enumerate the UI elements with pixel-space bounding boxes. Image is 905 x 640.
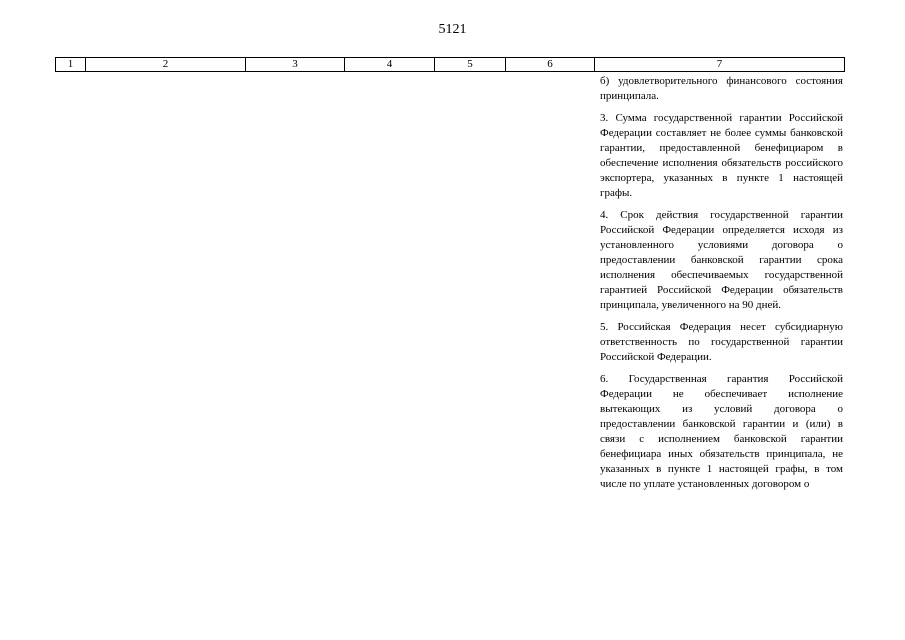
column-number-7: 7: [716, 58, 723, 70]
paragraph-guarantee-term: 4. Срок действия государственной гарантии Российской Федерации определяется исходя из установленного условиями договора о предоставлении банковской гарантии срока исполнения обеспечиваемых государственной гарантией Российской Федерации обязательств принципала, увеличенного на 90 дней.: [600, 209, 843, 311]
column-number-5: 5: [435, 58, 506, 71]
page-number: 5121: [438, 22, 467, 37]
paragraph-financial-condition: б) удовлетворительного финансового состояния принципала.: [600, 75, 843, 102]
paragraph-subsidiary-liability: 5. Российская Федерация несет субсидиарную ответственность по государственной гарантии Российской Федерации.: [600, 321, 843, 363]
column-number-2: 2: [86, 58, 246, 71]
column-7-text: [600, 74, 843, 499]
column-number-6: 6: [506, 58, 595, 71]
column-number-3: 3: [246, 58, 345, 71]
column-number-4: 4: [345, 58, 435, 71]
paragraph-guarantee-exclusions: 6. Государственная гарантия Российской Федерации не обеспечивает исполнение вытекающих из условий договора о предоставлении банковской гарантии и (или) в связи с исполнением банковской гарантии бенефициара иных обязательств принципала, не указанных в пункте 1 настоящей графы, в том числе по уплате установленных договором о: [600, 373, 843, 490]
column-number-1: 1: [56, 58, 86, 71]
paragraph-guarantee-amount: 3. Сумма государственной гарантии Российской Федерации составляет не более суммы банковской гарантии, предоставленной бенефициаром в обеспечение исполнения обязательств российского экспортера, указанных в пункте 1 настоящей графы.: [600, 112, 843, 199]
table-column-header-row: [55, 57, 845, 72]
